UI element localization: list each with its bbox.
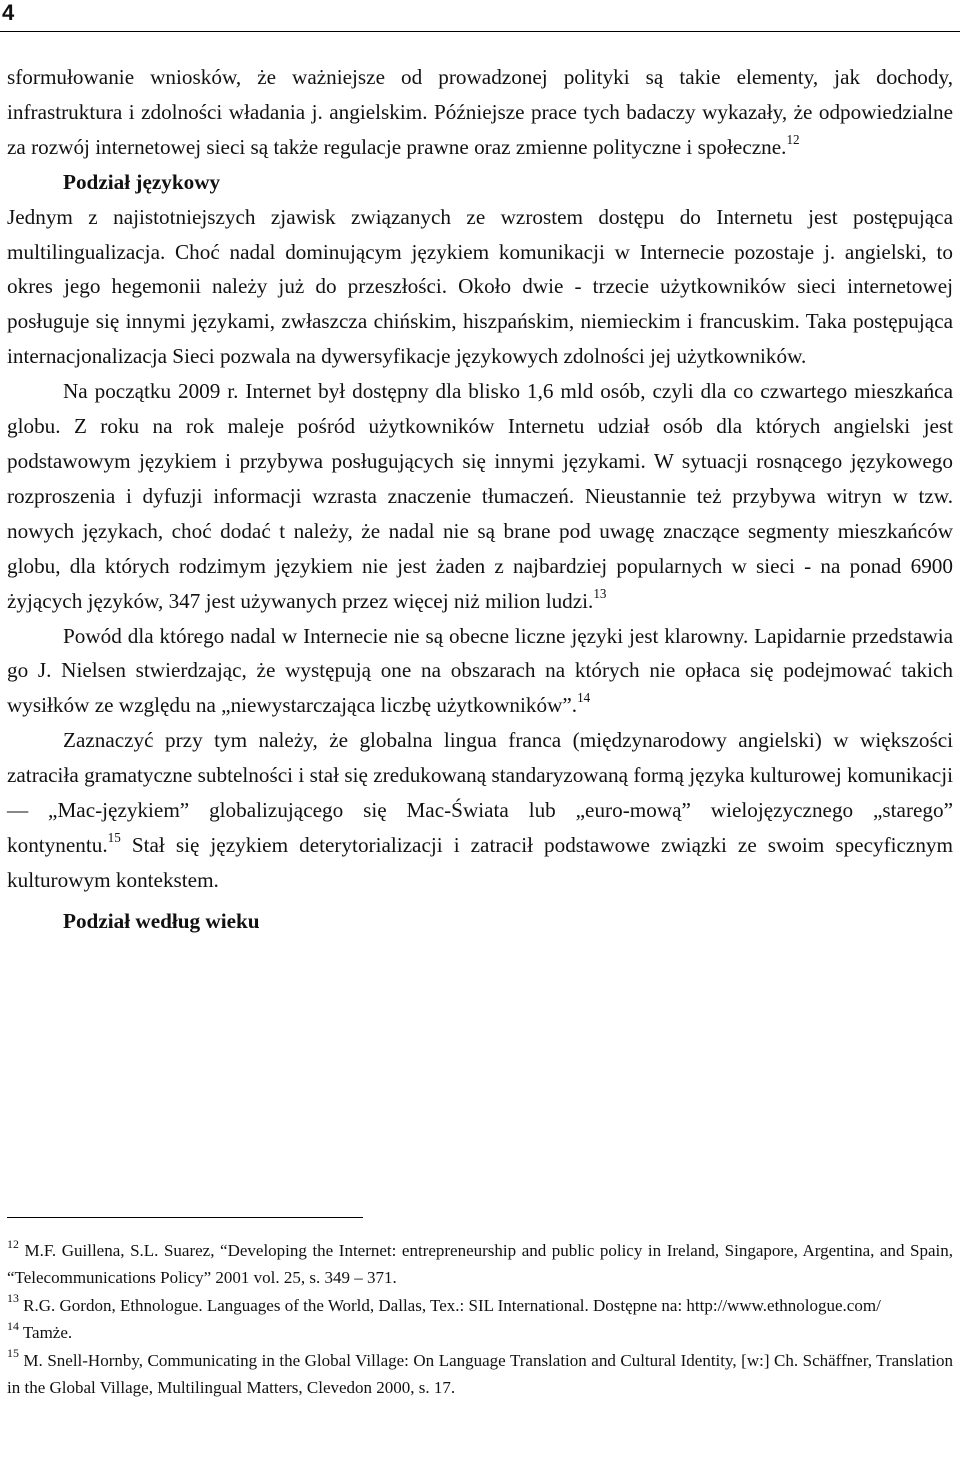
paragraph-4: Powód dla którego nadal w Internecie nie są obecne liczne języki jest klarowny. Lapidarnie przedstawia go J. Nielsen stwierdzając, że występują one na obszarach na których nie opłaca się podejmować takich wysiłków ze względu na „niewystarczająca liczbę użytkowników”.$^{14}$ (7, 623, 953, 718)
footnote-text: R.G. Gordon, Ethnologue. Languages of the World, Dallas, Tex.: SIL International. Dostępne na: http://www.ethnologue.com/ (23, 1295, 881, 1315)
footnote-ref-12[interactable]: 12 (786, 131, 800, 147)
paragraph-3: Na początku 2009 r. Internet był dostępny dla blisko 1,6 mld osób, czyli dla co czwartego mieszkańca globu. Z roku na rok maleje pośród użytkowników Internetu udział osób dla których angielski jest podstawowym językiem i przybywa posługujących się innymi językami. W sytuacji rosnącego językowego rozproszenia i dyfuzji informacji wzrasta znaczenie tłumaczeń. Nieustannie też przybywa witryn w tzw. nowych językach, choć dodać t należy, że nadal nie są brane pod uwagę znaczące segmenty mieszkańców globu, dla których rodzimym językiem nie jest żaden z najbardziej popularnych w sieci - na ponad 6900 żyjących języków, 347 jest używanych przez więcej niż milion ludzi.$^{13}$ (7, 379, 953, 613)
page-number: 4 (2, 0, 15, 25)
footnote-13 (7, 1292, 953, 1319)
header-rule (0, 31, 960, 32)
footnote-14 (7, 1319, 953, 1346)
section-heading-language: Podział językowy (63, 169, 221, 194)
footnote-number: 13 (7, 1291, 19, 1306)
footnote-15 (7, 1347, 953, 1402)
footnote-ref-15[interactable]: 15 (107, 829, 121, 845)
footnotes (7, 1237, 953, 1401)
page-body (7, 60, 953, 939)
paragraph-1: sformułowanie wniosków, że ważniejsze od prowadzonej polityki są takie elementy, jak dochody, infrastruktura i zdolności władania j. angielskim. Późniejsze prace tych badaczy wykazały, że odpowiedzialne za rozwój internetowej sieci są także regulacje prawne oraz zmienne polityczne i społeczne.$^{12}$ (7, 65, 953, 159)
footnote-ref-13[interactable]: 13 (593, 585, 607, 601)
footnote-text: M.F. Guillena, S.L. Suarez, “Developing the Internet: entrepreneurship and public policy in Ireland, Singapore, Argentina, and Spain, “Telecommunications Policy” 2001 vol. 25, s. 349 – 371. (7, 1241, 953, 1288)
footnote-separator (7, 1217, 363, 1218)
paragraph-5: Zaznaczyć przy tym należy, że globalna lingua franca (międzynarodowy angielski) w większości zatraciła gramatyczne subtelności i stał się zredukowaną standaryzowaną formą języka kulturowej komunikacji — „Mac-językiem” globalizującego się Mac-Świata lub „euro-mową” wielojęzycznego „starego” kontynentu.$^{15}$ Stał się językiem deterytorializacji i zatracił podstawowe związki ze swoim specyficznym kulturowym kontekstem. (7, 728, 953, 892)
footnote-ref-14[interactable]: 14 (577, 690, 591, 706)
footnote-12 (7, 1237, 953, 1292)
section-heading-age: Podział według wieku (63, 908, 260, 933)
paragraph-2: Jednym z najistotniejszych zjawisk związanych ze wzrostem dostępu do Internetu jest postępująca multilingualizacja. Choć nadal dominującym językiem komunikacji w Internecie pozostaje j. angielski, to okres jego hegemonii należy już do przeszłości. Około dwie - trzecie użytkowników sieci internetowej posługuje się innymi językami, zwłaszcza chińskim, hiszpańskim, niemieckim i francuskim. Taka postępująca internacjonalizacja Sieci pozwala na dywersyfikacje językowych zdolności jej użytkowników. (7, 204, 953, 369)
footnote-number: 14 (7, 1318, 19, 1333)
footnote-number: 15 (7, 1346, 19, 1361)
footnote-number: 12 (7, 1236, 19, 1251)
footnote-text: Tamże. (22, 1323, 73, 1343)
footnote-text: M. Snell-Hornby, Communicating in the Global Village: On Language Translation and Cultural Identity, [w:] Ch. Schäffner, Translation in the Global Village, Multilingual Matters, Clevedon 2000, s. 17. (7, 1350, 954, 1398)
